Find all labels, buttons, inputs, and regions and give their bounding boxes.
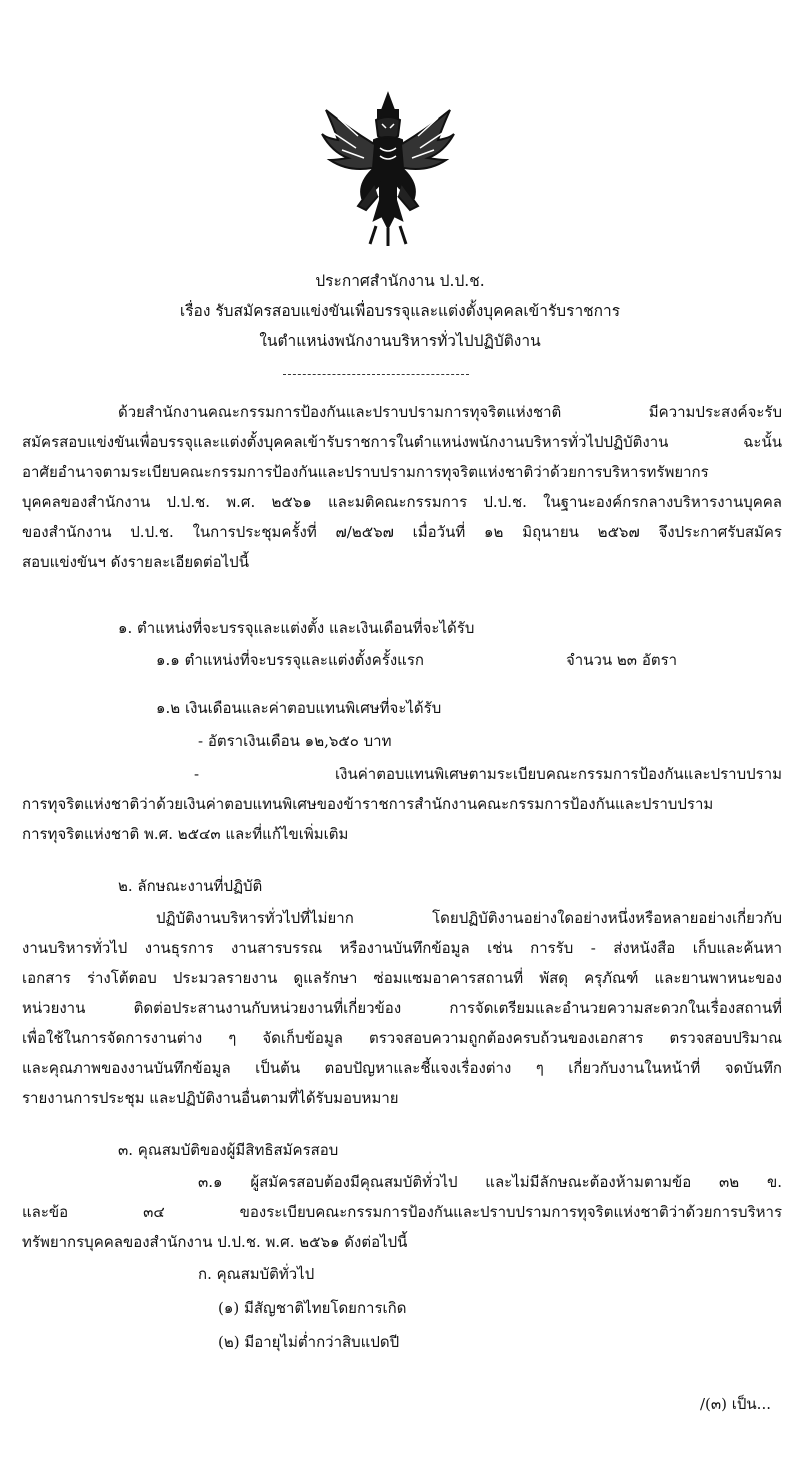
continued-marker: /(๓) เป็น... — [700, 1395, 771, 1413]
announcement-title: ประกาศสำนักงาน ป.ป.ช. — [315, 272, 485, 290]
intro-line: ของสำนักงาน ป.ป.ช. ในการประชุมครั้งที่ ๗/๒๕๖๗ เมื่อวันที่ ๑๒ มิถุนายน ๒๕๖๗ จึงประกาศรับสมัคร — [22, 523, 782, 541]
qualification-item: (๑) มีสัญชาติไทยโดยการเกิด — [218, 1299, 407, 1317]
section-1-2-label: ๑.๒ เงินเดือนและค่าตอบแทนพิเศษที่จะได้รับ — [156, 699, 442, 717]
duties-line: รายงานการประชุม และปฏิบัติงานอื่นตามที่ได้รับมอบหมาย — [22, 1089, 399, 1107]
allowance-line: - เงินค่าตอบแทนพิเศษตามระเบียบคณะกรรมการป้องกันและปราบปราม — [194, 765, 782, 783]
section-1-1-label: ๑.๑ ตำแหน่งที่จะบรรจุและแต่งตั้งครั้งแรก — [156, 651, 424, 669]
announcement-subject: เรื่อง รับสมัครสอบแข่งขันเพื่อบรรจุและแต่งตั้งบุคคลเข้ารับราชการ — [179, 302, 621, 320]
qualification-line: ๓.๑ ผู้สมัครสอบต้องมีคุณสมบัติทั่วไป และไม่มีลักษณะต้องห้ามตามข้อ ๓๒ ข. — [198, 1173, 782, 1191]
general-qualifications-heading: ก. คุณสมบัติทั่วไป — [198, 1265, 315, 1283]
qualification-line: และข้อ ๓๔ ของระเบียบคณะกรรมการป้องกันและปราบปรามการทุจริตแห่งชาติว่าด้วยการบริหาร — [22, 1203, 782, 1221]
section-1-1-count: จำนวน ๒๓ อัตรา — [566, 651, 678, 669]
duties-line: เพื่อใช้ในการจัดการงานต่าง ๆ จัดเก็บข้อมูล ตรวจสอบความถูกต้องครบถ้วนของเอกสาร ตรวจสอบปริมาณ — [22, 1029, 782, 1047]
allowance-line: การทุจริตแห่งชาติ พ.ศ. ๒๕๔๓ และที่แก้ไขเพิ่มเติม — [22, 825, 349, 843]
duties-line: ปฏิบัติงานบริหารทั่วไปที่ไม่ยาก โดยปฏิบัติงานอย่างใดอย่างหนึ่งหรือหลายอย่างเกี่ยวกับ — [156, 909, 782, 927]
salary-rate: - อัตราเงินเดือน ๑๒,๖๕๐ บาท — [198, 732, 392, 750]
intro-line: บุคคลของสำนักงาน ป.ป.ช. พ.ศ. ๒๕๖๑ และมติคณะกรรมการ ป.ป.ช. ในฐานะองค์กรกลางบริหารงานบุคคล — [22, 493, 782, 511]
duties-line: และคุณภาพของงานบันทึกข้อมูล เป็นต้น ตอบปัญหาและชี้แจงเรื่องต่าง ๆ เกี่ยวกับงานในหน้าที่ จดบันทึก — [22, 1059, 782, 1077]
intro-line: อาศัยอำนาจตามระเบียบคณะกรรมการป้องกันและปราบปรามการทุจริตแห่งชาติว่าด้วยการบริหารทรัพยากร — [22, 463, 709, 481]
allowance-line: การทุจริตแห่งชาติว่าด้วยเงินค่าตอบแทนพิเศษของข้าราชการสำนักงานคณะกรรมการป้องกันและปราบปราม — [22, 795, 714, 813]
section-1-heading: ๑. ตำแหน่งที่จะบรรจุและแต่งตั้ง และเงินเดือนที่จะได้รับ — [118, 619, 475, 637]
title-divider — [283, 374, 469, 375]
duties-line: งานบริหารทั่วไป งานธุรการ งานสารบรรณ หรืองานบันทึกข้อมูล เช่น การรับ - ส่งหนังสือ เก็บและค้นหา — [22, 939, 782, 957]
announcement-position: ในตำแหน่งพนักงานบริหารทั่วไปปฏิบัติงาน — [259, 332, 541, 350]
section-3-heading: ๓. คุณสมบัติของผู้มีสิทธิสมัครสอบ — [118, 1141, 339, 1159]
intro-line: ด้วยสำนักงานคณะกรรมการป้องกันและปราบปรามการทุจริตแห่งชาติ มีความประสงค์จะรับ — [118, 403, 782, 421]
qualification-item: (๒) มีอายุไม่ต่ำกว่าสิบแปดปี — [218, 1333, 400, 1351]
intro-line: สอบแข่งขันฯ ดังรายละเอียดต่อไปนี้ — [22, 553, 249, 571]
section-2-heading: ๒. ลักษณะงานที่ปฏิบัติ — [118, 877, 263, 895]
duties-line: หน่วยงาน ติดต่อประสานงานกับหน่วยงานที่เกี่ยวข้อง การจัดเตรียมและอำนวยความสะดวกในเรื่องสถานที่ — [22, 999, 782, 1017]
garuda-emblem-icon — [318, 88, 458, 248]
intro-line: สมัครสอบแข่งขันเพื่อบรรจุและแต่งตั้งบุคคลเข้ารับราชการในตำแหน่งพนักงานบริหารทั่วไปปฏิบัติงาน ฉะนั้น — [22, 433, 782, 451]
duties-line: เอกสาร ร่างโต้ตอบ ประมวลรายงาน ดูแลรักษา ซ่อมแซมอาคารสถานที่ พัสดุ ครุภัณฑ์ และยานพาหนะของ — [22, 969, 782, 987]
qualification-line: ทรัพยากรบุคคลของสำนักงาน ป.ป.ช. พ.ศ. ๒๕๖๑ ดังต่อไปนี้ — [22, 1233, 408, 1251]
